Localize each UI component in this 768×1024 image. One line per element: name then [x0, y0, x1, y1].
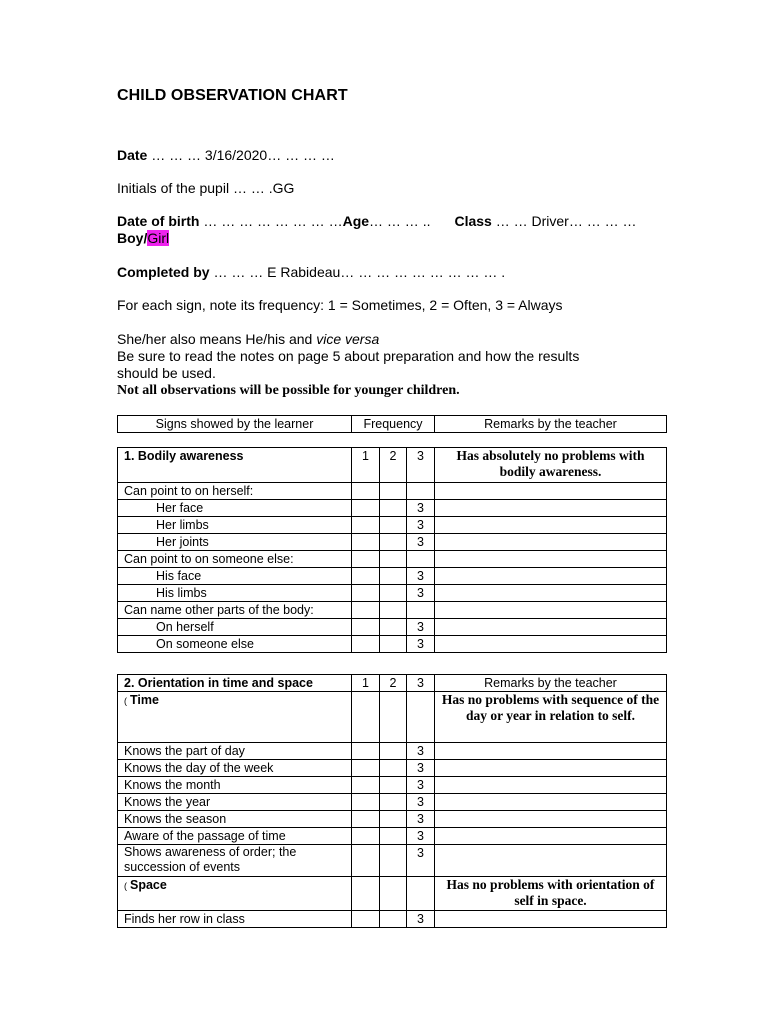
- space-subheading: [118, 877, 352, 911]
- row-value: 3: [407, 500, 435, 517]
- pronoun-text: She/her also means He/his and: [117, 331, 317, 347]
- row-label: Knows the season: [118, 811, 352, 828]
- table-row: [118, 500, 667, 517]
- section-1-remark: Has absolutely no problems with bodily awareness.: [435, 448, 667, 483]
- pronoun-note: [117, 331, 379, 348]
- table-row: [118, 585, 667, 602]
- row-label: His limbs: [118, 585, 352, 602]
- pronoun-italic: vice versa: [316, 331, 380, 347]
- dob-label: Date of birth: [117, 213, 200, 229]
- col-2-header: 2: [380, 448, 407, 483]
- time-subheading: [118, 692, 352, 743]
- table-row: [118, 777, 667, 794]
- row-value: 3: [407, 568, 435, 585]
- date-value: … … … 3/16/2020… … … …: [147, 147, 335, 163]
- row-value: 3: [407, 777, 435, 794]
- table-row: [118, 534, 667, 551]
- row-label: On herself: [118, 619, 352, 636]
- table-row: [118, 743, 667, 760]
- row-value: 3: [407, 619, 435, 636]
- dob-line: [117, 213, 637, 230]
- time-mark: (: [124, 696, 127, 706]
- row-label: Knows the day of the week: [118, 760, 352, 777]
- row-value: 3: [407, 534, 435, 551]
- date-label: Date: [117, 147, 148, 163]
- completed-line: [117, 264, 505, 281]
- table-row: [118, 760, 667, 777]
- row-value: 3: [407, 517, 435, 534]
- time-label: Time: [130, 693, 159, 707]
- col-3-header: 3: [407, 448, 435, 483]
- page-title: CHILD OBSERVATION CHART: [117, 87, 348, 104]
- header-frequency: Frequency: [352, 416, 435, 433]
- space-label: Space: [130, 878, 167, 892]
- row-label: Knows the month: [118, 777, 352, 794]
- younger-children-note: Not all observations will be possible for younger children.: [117, 383, 460, 398]
- table-row: [118, 602, 667, 619]
- table-row: [118, 794, 667, 811]
- class-value: … … Driver… … … …: [491, 213, 637, 229]
- row-label: Aware of the passage of time: [118, 828, 352, 845]
- row-value: [407, 602, 435, 619]
- section-2-remarks-header: Remarks by the teacher: [435, 675, 667, 692]
- table-row: [118, 811, 667, 828]
- header-remarks: Remarks by the teacher: [435, 416, 667, 433]
- row-value: 3: [407, 636, 435, 653]
- section-2-table: [117, 674, 667, 928]
- row-label: Finds her row in class: [118, 911, 352, 928]
- space-remark: Has no problems with orientation of self in space.: [435, 877, 667, 911]
- gender-line: [117, 230, 169, 247]
- row-label: Her joints: [118, 534, 352, 551]
- row-label: Can name other parts of the body:: [118, 602, 352, 619]
- row-value: 3: [407, 794, 435, 811]
- table-row: [118, 619, 667, 636]
- age-label: Age: [342, 213, 370, 229]
- section-2-title: 2. Orientation in time and space: [118, 675, 352, 692]
- table-row: [118, 517, 667, 534]
- table-row: [118, 636, 667, 653]
- row-value: 3: [407, 828, 435, 845]
- table-row: [118, 568, 667, 585]
- table-row: [118, 551, 667, 568]
- class-label: Class: [454, 213, 492, 229]
- table-row: [118, 845, 667, 877]
- completed-label: Completed by: [117, 264, 210, 280]
- row-label: On someone else: [118, 636, 352, 653]
- section-1-title: 1. Bodily awareness: [118, 448, 352, 483]
- row-label: Knows the part of day: [118, 743, 352, 760]
- notes-line-1: Be sure to read the notes on page 5 about preparation and how the results: [117, 348, 580, 364]
- section-1-table: [117, 447, 667, 653]
- row-value: [407, 551, 435, 568]
- header-signs: Signs showed by the learner: [118, 416, 352, 433]
- age-dots: … … … ..: [369, 213, 431, 229]
- col-3-header: 3: [407, 675, 435, 692]
- dob-dots: … … … … … … … …: [199, 213, 343, 229]
- row-label: Her face: [118, 500, 352, 517]
- completed-value: … … … E Rabideau… … … … … … … … … .: [209, 264, 506, 280]
- time-remark: Has no problems with sequence of the day or year in relation to self.: [435, 692, 667, 743]
- row-value: 3: [407, 811, 435, 828]
- space-mark: (: [124, 881, 127, 891]
- row-value: 3: [407, 911, 435, 928]
- table-row: [118, 828, 667, 845]
- header-table: [117, 415, 667, 433]
- table-row: [118, 911, 667, 928]
- row-label: Knows the year: [118, 794, 352, 811]
- initials-line: Initials of the pupil … … .GG: [117, 180, 295, 196]
- col-1-header: 1: [352, 448, 380, 483]
- row-label: Can point to on someone else:: [118, 551, 352, 568]
- row-value: 3: [407, 760, 435, 777]
- table-row: [118, 483, 667, 500]
- gender-boy: Boy/: [117, 230, 148, 246]
- row-value: [407, 483, 435, 500]
- row-label: Shows awareness of order; the succession of events: [118, 845, 352, 877]
- row-value: 3: [407, 743, 435, 760]
- gender-girl-highlighted: Girl: [147, 230, 170, 246]
- row-value: 3: [407, 845, 435, 877]
- frequency-instructions: For each sign, note its frequency: 1 = Sometimes, 2 = Often, 3 = Always: [117, 297, 563, 313]
- col-2-header: 2: [380, 675, 407, 692]
- notes-line-2: should be used.: [117, 365, 216, 381]
- row-value: 3: [407, 585, 435, 602]
- date-line: [117, 147, 335, 164]
- row-label: Can point to on herself:: [118, 483, 352, 500]
- row-label: His face: [118, 568, 352, 585]
- col-1-header: 1: [352, 675, 380, 692]
- row-label: Her limbs: [118, 517, 352, 534]
